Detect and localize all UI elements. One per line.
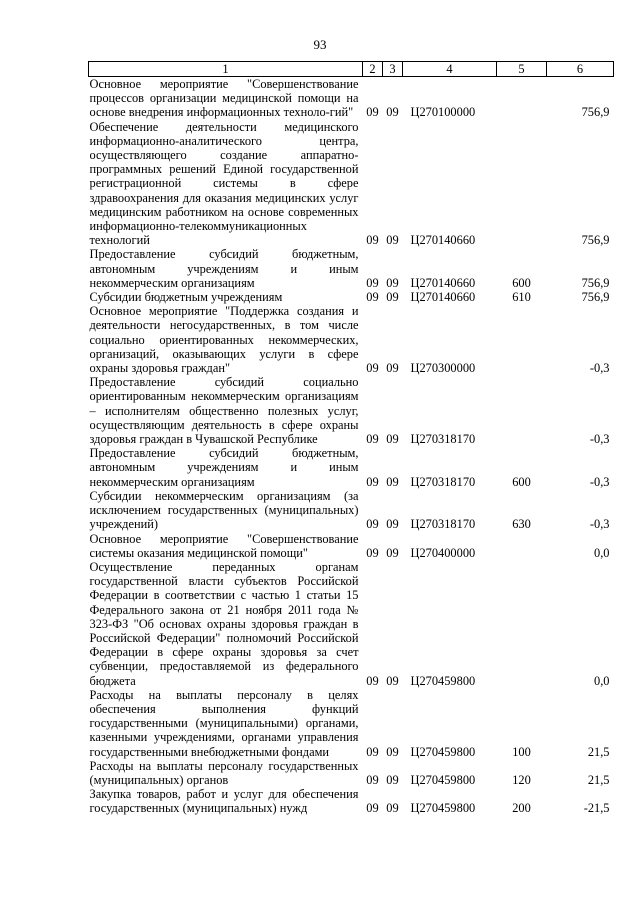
row-name: Расходы на выплаты персоналу государственных (муниципальных) органов: [89, 758, 359, 787]
row-target-code: Ц270140660: [410, 233, 476, 248]
row-target-code: Ц270459800: [410, 673, 476, 688]
table-row: [89, 688, 614, 759]
row-expense-type: [497, 77, 547, 120]
row-name: Основное мероприятие "Совершенствование системы оказания медицинской помощи": [89, 531, 359, 560]
row-name: Предоставление субсидий бюджетным, автономным учреждениям и иным некоммерческим организациям: [89, 446, 359, 489]
row-name: Обеспечение деятельности медицинского информационно-аналитического центра, осуществляющего создание аппаратно-программных решений Единой государственной регистрационной системы в сфере здравоохранения для оказания медицинских услуг медицинским работником на основе современных информационно-телекоммуникационных технологий: [89, 119, 359, 248]
table-header-row: [89, 62, 614, 77]
row-amount: 756,9: [581, 105, 610, 120]
row-section: 09: [366, 233, 379, 248]
row-target-code: Ц270400000: [410, 545, 476, 560]
row-amount: 0,0: [594, 673, 610, 688]
table-row: [89, 532, 614, 560]
header-col-6: 6: [547, 62, 614, 77]
row-subsection: 09: [386, 474, 399, 489]
row-subsection: 09: [386, 275, 399, 290]
row-expense-type: 120: [512, 772, 531, 787]
table-row: [89, 489, 614, 532]
row-expense-type: 610: [512, 290, 531, 305]
header-col-2: 2: [363, 62, 383, 77]
row-name: Предоставление субсидий социально ориентированным некоммерческим организациям – исполнителям общественно полезных услуг, осуществляющим деятельность в сфере охраны здоровья граждан в Чувашской Республике: [89, 375, 359, 447]
row-expense-type: 200: [512, 801, 531, 816]
row-name: Закупка товаров, работ и услуг для обеспечения государственных (муниципальных) нужд: [89, 787, 359, 816]
row-target-code: Ц270459800: [410, 744, 476, 759]
row-subsection: 09: [386, 673, 399, 688]
row-target-code: Ц270318170: [410, 474, 476, 489]
header-col-5: 5: [497, 62, 547, 77]
row-target-code: Ц270459800: [410, 772, 476, 787]
row-name: Предоставление субсидий бюджетным, автономным учреждениям и иным некоммерческим организациям: [89, 247, 359, 290]
row-name: Основное мероприятие "Поддержка создания и деятельности негосударственных, в том числе социально ориентированных некоммерческих, организаций, оказывающих услуги в сфере охраны здоровья граждан": [89, 304, 359, 376]
row-name: Основное мероприятие "Совершенствование процессов организации медицинской помощи на основе внедрения информационных техноло-гий": [89, 77, 359, 120]
row-subsection: 09: [386, 801, 399, 816]
row-subsection: 09: [386, 772, 399, 787]
row-amount: -0,3: [589, 432, 610, 447]
row-name: Осуществление переданных органам государственной власти субъектов Российской Федерации в соответствии с частью 1 статьи 15 Федерального закона от 21 ноября 2011 года № 323-ФЗ "Об основах охраны здоровья граждан в Российской Федерации" полномочий Российской Федерации в сфере охраны здоровья за счет субвенции, предоставляемой из федерального бюджета: [89, 559, 359, 688]
row-expense-type: [497, 560, 547, 688]
row-expense-type: [497, 304, 547, 375]
row-amount: -0,3: [589, 474, 610, 489]
row-section: 09: [366, 545, 379, 560]
row-target-code: Ц270140660: [410, 290, 476, 305]
row-section: 09: [366, 275, 379, 290]
row-name: Субсидии некоммерческим организациям (за исключением государственных (муниципальных) учреждений): [89, 488, 359, 532]
row-subsection: 09: [386, 744, 399, 759]
table-row: [89, 375, 614, 446]
row-amount: 756,9: [581, 290, 610, 305]
page-number: 93: [313, 37, 327, 52]
table-row: [89, 759, 614, 787]
table-row: [89, 304, 614, 375]
table-row: [89, 290, 614, 304]
table-row: [89, 120, 614, 248]
row-expense-type: 600: [512, 275, 531, 290]
row-section: 09: [366, 290, 379, 305]
header-col-1: 1: [89, 62, 363, 77]
row-expense-type: 630: [512, 517, 531, 532]
row-subsection: 09: [386, 233, 399, 248]
row-name: Субсидии бюджетным учреждениям: [89, 290, 283, 305]
row-target-code: Ц270300000: [410, 361, 476, 376]
row-subsection: 09: [386, 105, 399, 120]
row-section: 09: [366, 361, 379, 376]
row-target-code: Ц270140660: [410, 275, 476, 290]
table-row: [89, 247, 614, 290]
row-amount: 21,5: [587, 772, 610, 787]
table-row: [89, 446, 614, 489]
row-target-code: Ц270318170: [410, 432, 476, 447]
table-row: [89, 787, 614, 815]
row-section: 09: [366, 744, 379, 759]
header-col-4: 4: [403, 62, 497, 77]
row-target-code: Ц270100000: [410, 105, 476, 120]
row-expense-type: [497, 120, 547, 248]
row-section: 09: [366, 673, 379, 688]
row-name: Расходы на выплаты персоналу в целях обеспечения выполнения функций государственными (муниципальными) органами, казенными учреждениями, органами управления государственными внебюджетными фондами: [89, 687, 359, 759]
row-amount: 21,5: [587, 744, 610, 759]
row-amount: 0,0: [594, 545, 610, 560]
row-expense-type: 100: [512, 744, 531, 759]
row-amount: 756,9: [581, 233, 610, 248]
row-section: 09: [366, 432, 379, 447]
row-subsection: 09: [386, 545, 399, 560]
row-expense-type: 600: [512, 474, 531, 489]
row-amount: -0,3: [589, 361, 610, 376]
row-section: 09: [366, 517, 379, 532]
table-row: [89, 77, 614, 120]
row-section: 09: [366, 105, 379, 120]
row-expense-type: [497, 532, 547, 560]
row-section: 09: [366, 801, 379, 816]
row-amount: 756,9: [581, 275, 610, 290]
row-amount: -0,3: [589, 517, 610, 532]
budget-table: [88, 61, 614, 816]
row-subsection: 09: [386, 517, 399, 532]
header-col-3: 3: [383, 62, 403, 77]
row-subsection: 09: [386, 432, 399, 447]
row-target-code: Ц270459800: [410, 801, 476, 816]
row-expense-type: [497, 375, 547, 446]
row-section: 09: [366, 474, 379, 489]
row-target-code: Ц270318170: [410, 517, 476, 532]
row-subsection: 09: [386, 290, 399, 305]
row-section: 09: [366, 772, 379, 787]
row-amount: -21,5: [583, 801, 610, 816]
table-row: [89, 560, 614, 688]
row-subsection: 09: [386, 361, 399, 376]
